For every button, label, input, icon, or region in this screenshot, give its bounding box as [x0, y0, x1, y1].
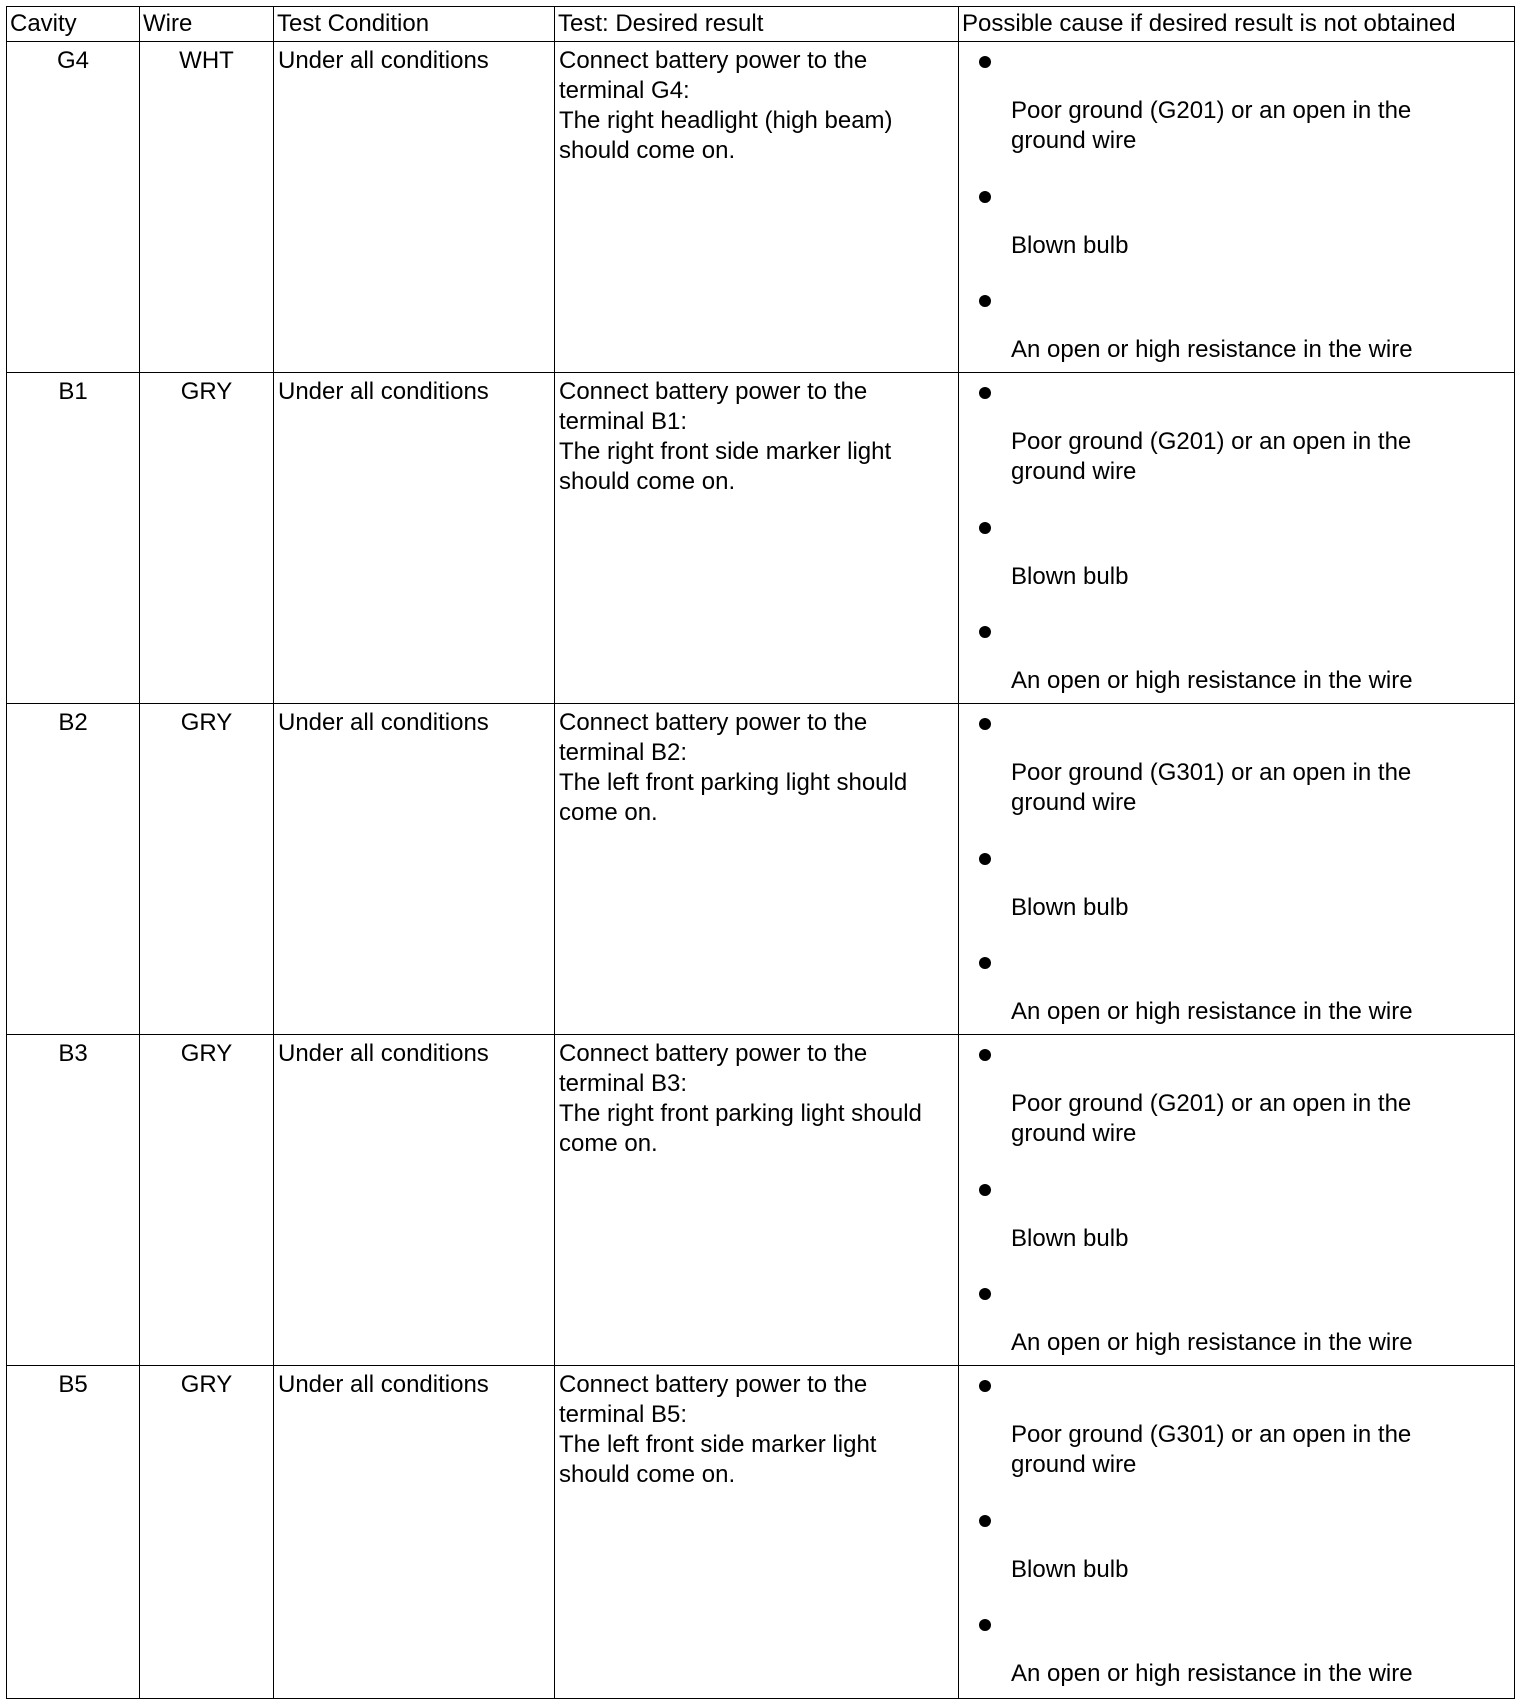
bullet-icon: [979, 718, 991, 730]
diagnostic-table-sheet: [6, 6, 1514, 1685]
cause-text: Blown bulb: [1011, 894, 1129, 921]
cavity-cell: B2: [7, 704, 140, 1035]
result-intro: Connect battery power to the terminal G4:: [559, 47, 868, 104]
bullet-icon: [979, 1049, 991, 1061]
wire-cell: GRY: [140, 1035, 274, 1366]
header-test-condition: Test Condition: [274, 7, 555, 42]
cause-text: Blown bulb: [1011, 1225, 1129, 1252]
cavity-cell: B1: [7, 373, 140, 704]
cause-text: Poor ground (G201) or an open in the ground wire: [1011, 1090, 1412, 1147]
table-row: [7, 373, 1515, 704]
bullet-icon: [979, 626, 991, 638]
result-intro: Connect battery power to the terminal B1:: [559, 378, 868, 435]
header-possible-cause: Possible cause if desired result is not obtained: [959, 7, 1515, 42]
result-intro: Connect battery power to the terminal B5:: [559, 1371, 868, 1428]
cause-text: An open or high resistance in the wire: [1011, 336, 1413, 363]
table-row: [7, 1366, 1515, 1699]
result-outcome: The left front parking light should come on.: [559, 769, 908, 826]
bullet-icon: [979, 295, 991, 307]
cause-text: An open or high resistance in the wire: [1011, 1660, 1413, 1687]
bullet-icon: [979, 191, 991, 203]
test-condition-cell: Under all conditions: [274, 42, 555, 373]
test-condition-cell: Under all conditions: [274, 704, 555, 1035]
wire-cell: GRY: [140, 1366, 274, 1699]
bullet-icon: [979, 1380, 991, 1392]
cause-text: An open or high resistance in the wire: [1011, 1329, 1413, 1356]
cavity-cell: B5: [7, 1366, 140, 1699]
bullet-icon: [979, 56, 991, 68]
result-outcome: The right front side marker light should come on.: [559, 438, 892, 495]
desired-result-cell: [555, 1366, 959, 1699]
cause-text: Poor ground (G201) or an open in the ground wire: [1011, 428, 1412, 485]
possible-causes-cell: [959, 1366, 1515, 1699]
cause-text: Blown bulb: [1011, 232, 1129, 259]
bullet-icon: [979, 1288, 991, 1300]
result-outcome: The right front parking light should come on.: [559, 1100, 922, 1157]
cause-text: Blown bulb: [1011, 563, 1129, 590]
table-header-row: [7, 7, 1515, 42]
test-condition-cell: Under all conditions: [274, 373, 555, 704]
result-intro: Connect battery power to the terminal B2:: [559, 709, 868, 766]
bullet-icon: [979, 1619, 991, 1631]
possible-causes-cell: [959, 704, 1515, 1035]
cause-text: Poor ground (G301) or an open in the ground wire: [1011, 1421, 1412, 1478]
header-wire: Wire: [140, 7, 274, 42]
test-condition-cell: Under all conditions: [274, 1035, 555, 1366]
possible-causes-cell: [959, 373, 1515, 704]
bullet-icon: [979, 957, 991, 969]
cavity-cell: B3: [7, 1035, 140, 1366]
cause-text: Poor ground (G301) or an open in the ground wire: [1011, 759, 1412, 816]
bullet-icon: [979, 387, 991, 399]
cause-text: Blown bulb: [1011, 1556, 1129, 1583]
table-row: [7, 704, 1515, 1035]
wire-cell: WHT: [140, 42, 274, 373]
bullet-icon: [979, 1515, 991, 1527]
result-outcome: The left front side marker light should come on.: [559, 1431, 877, 1488]
table-row: [7, 1035, 1515, 1366]
result-outcome: The right headlight (high beam) should come on.: [559, 107, 893, 164]
cavity-cell: G4: [7, 42, 140, 373]
bullet-icon: [979, 522, 991, 534]
desired-result-cell: [555, 1035, 959, 1366]
cause-text: An open or high resistance in the wire: [1011, 667, 1413, 694]
desired-result-cell: [555, 373, 959, 704]
connector-test-table: [6, 6, 1515, 1699]
table-row: [7, 42, 1515, 373]
test-condition-cell: Under all conditions: [274, 1366, 555, 1699]
result-intro: Connect battery power to the terminal B3:: [559, 1040, 868, 1097]
wire-cell: GRY: [140, 373, 274, 704]
bullet-icon: [979, 853, 991, 865]
cause-text: An open or high resistance in the wire: [1011, 998, 1413, 1025]
cause-text: Poor ground (G201) or an open in the ground wire: [1011, 97, 1412, 154]
desired-result-cell: [555, 42, 959, 373]
header-desired-result: Test: Desired result: [555, 7, 959, 42]
header-cavity: Cavity: [7, 7, 140, 42]
desired-result-cell: [555, 704, 959, 1035]
possible-causes-cell: [959, 42, 1515, 373]
possible-causes-cell: [959, 1035, 1515, 1366]
bullet-icon: [979, 1184, 991, 1196]
wire-cell: GRY: [140, 704, 274, 1035]
